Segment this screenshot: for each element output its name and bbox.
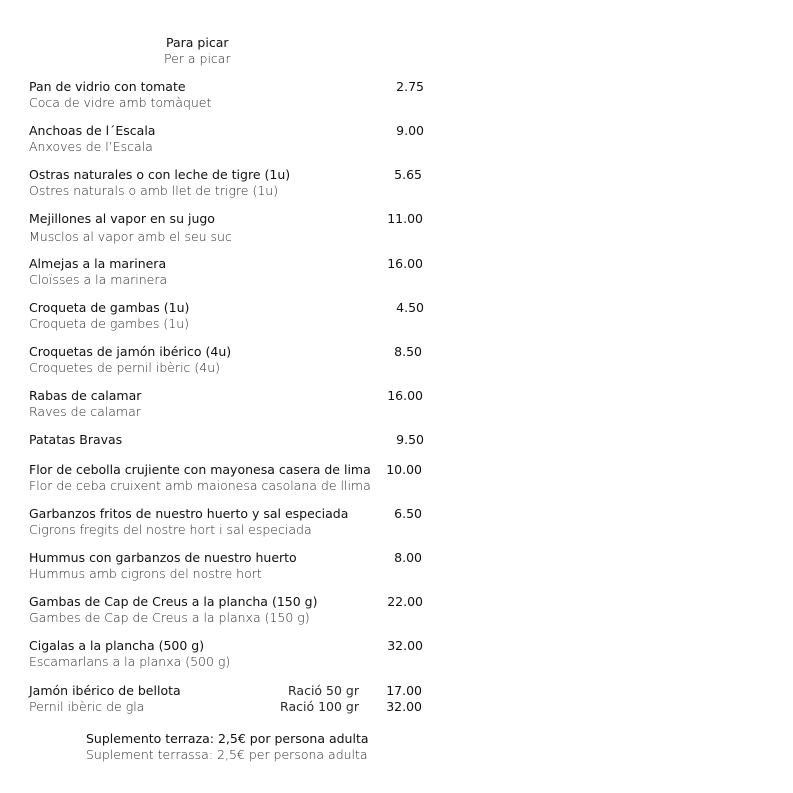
item-price: 16.00 bbox=[387, 256, 423, 271]
item-price: 4.50 bbox=[396, 300, 424, 315]
item-translation: Pernil ibèric de gla bbox=[29, 699, 145, 714]
item-name: Hummus con garbanzos de nuestro huerto bbox=[29, 550, 297, 565]
item-translation: Croquetes de pernil ibèric (4u) bbox=[29, 360, 221, 375]
item-price: 8.50 bbox=[394, 344, 422, 359]
item-translation: Cloïsses a la marinera bbox=[29, 272, 168, 287]
portion-large: Ració 100 gr bbox=[280, 699, 359, 714]
item-price: 8.00 bbox=[394, 550, 422, 565]
terrace-supplement-translation: Suplement terrassa: 2,5€ per persona adulta bbox=[86, 747, 368, 762]
item-name: Croquetas de jamón ibérico (4u) bbox=[29, 344, 232, 359]
section-subtitle: Per a picar bbox=[164, 51, 231, 66]
item-translation: Coca de vidre amb tomàquet bbox=[29, 95, 212, 110]
item-translation: Hummus amb cigrons del nostre hort bbox=[29, 566, 262, 581]
item-translation: Cigrons fregits del nostre hort i sal especiada bbox=[29, 522, 312, 537]
item-price: 32.00 bbox=[387, 638, 423, 653]
item-name: Jamón ibérico de bellota bbox=[29, 683, 181, 698]
section-title: Para picar bbox=[166, 35, 229, 50]
item-price: 22.00 bbox=[387, 594, 423, 609]
item-translation: Ostres naturals o amb llet de trigre (1u) bbox=[29, 183, 279, 198]
item-name: Flor de cebolla crujiente con mayonesa casera de lima bbox=[29, 462, 371, 477]
item-price: 5.65 bbox=[394, 167, 422, 182]
item-name: Garbanzos fritos de nuestro huerto y sal especiada bbox=[29, 506, 349, 521]
item-translation: Escamarlans a la planxa (500 g) bbox=[29, 654, 231, 669]
item-name: Pan de vidrio con tomate bbox=[29, 79, 186, 94]
terrace-supplement: Suplemento terraza: 2,5€ por persona adulta bbox=[86, 731, 369, 746]
portion-small: Ració 50 gr bbox=[288, 683, 359, 698]
item-price: 9.50 bbox=[396, 432, 424, 447]
item-translation: Anxoves de l’Escala bbox=[29, 139, 153, 154]
item-price: 16.00 bbox=[387, 388, 423, 403]
item-price: 11.00 bbox=[387, 211, 423, 226]
item-translation: Musclos al vapor amb el seu suc bbox=[29, 229, 232, 244]
item-name: Patatas Bravas bbox=[29, 432, 123, 447]
item-translation: Raves de calamar bbox=[29, 404, 141, 419]
item-name: Ostras naturales o con leche de tigre (1u) bbox=[29, 167, 291, 182]
item-price: 6.50 bbox=[394, 506, 422, 521]
item-translation: Croqueta de gambes (1u) bbox=[29, 316, 189, 331]
item-name: Croqueta de gambas (1u) bbox=[29, 300, 190, 315]
item-name: Anchoas de l´Escala bbox=[29, 123, 156, 138]
item-name: Almejas a la marinera bbox=[29, 256, 167, 271]
item-name: Cigalas a la plancha (500 g) bbox=[29, 638, 205, 653]
price-large: 32.00 bbox=[386, 699, 422, 714]
price-small: 17.00 bbox=[386, 683, 422, 698]
item-name: Gambas de Cap de Creus a la plancha (150 g) bbox=[29, 594, 318, 609]
item-price: 10.00 bbox=[386, 462, 422, 477]
item-translation: Gambes de Cap de Creus a la planxa (150 g) bbox=[29, 610, 310, 625]
item-price: 2.75 bbox=[396, 79, 424, 94]
item-name: Mejillones al vapor en su jugo bbox=[29, 211, 215, 226]
item-translation: Flor de ceba cruixent amb maionesa casolana de llima bbox=[29, 478, 371, 493]
item-price: 9.00 bbox=[396, 123, 424, 138]
item-name: Rabas de calamar bbox=[29, 388, 142, 403]
